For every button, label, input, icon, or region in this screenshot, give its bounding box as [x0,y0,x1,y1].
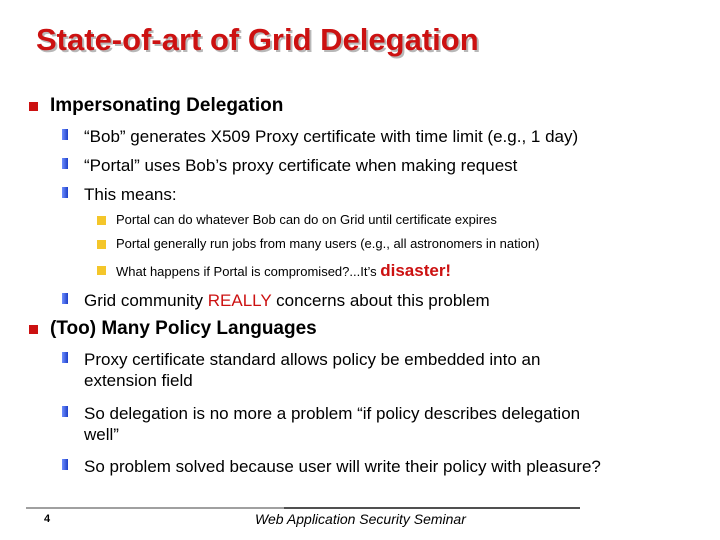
bar-bullet-icon [62,293,68,304]
sub-bullet-portal-can-do: Portal can do whatever Bob can do on Grid until certificate expires [116,212,497,227]
sub-bullet-compromised [116,261,451,281]
heading-impersonating-delegation: Impersonating Delegation [50,95,284,116]
bullet-proxy-standard [84,349,540,391]
square-bullet-icon [97,240,106,249]
slide-title: State-of-art of Grid Delegation [36,22,479,57]
square-bullet-icon [29,102,38,111]
bullet-line: extension field [84,371,193,390]
bar-bullet-icon [62,129,68,140]
footer-text: Web Application Security Seminar [255,511,466,527]
bar-bullet-icon [62,406,68,417]
sub-bullet-portal-jobs: Portal generally run jobs from many users (e.g., all astronomers in nation) [116,236,540,251]
bar-bullet-icon [62,187,68,198]
page-number: 4 [44,513,51,525]
bar-bullet-icon [62,158,68,169]
bullet-delegation-no-problem [84,403,580,445]
footer-divider [26,507,284,509]
footer-divider [284,507,580,509]
disaster-emphasis: disaster! [380,261,452,280]
compromised-text: What happens if Portal is compromised?...It’s [116,264,377,279]
bullet-grid-community [84,290,490,311]
bullet-problem-solved: So problem solved because user will write their policy with pleasure? [84,457,601,476]
really-highlight: REALLY [207,291,272,310]
bullet-line: So delegation is no more a problem “if policy describes delegation [84,404,581,423]
bar-bullet-icon [62,352,68,363]
bullet-line: Proxy certificate standard allows policy be embedded into an [84,350,541,369]
bullet-portal-uses: “Portal” uses Bob’s proxy certificate when making request [84,156,518,175]
concerns-text: concerns about this problem [276,291,490,310]
bar-bullet-icon [62,459,68,470]
bullet-line: well” [84,425,119,444]
bullet-this-means: This means: [84,185,177,204]
square-bullet-icon [97,266,106,275]
square-bullet-icon [29,325,38,334]
grid-community-text: Grid community [84,291,204,310]
heading-policy-languages: (Too) Many Policy Languages [50,318,317,339]
square-bullet-icon [97,216,106,225]
bullet-bob-proxy: “Bob” generates X509 Proxy certificate with time limit (e.g., 1 day) [84,127,579,146]
